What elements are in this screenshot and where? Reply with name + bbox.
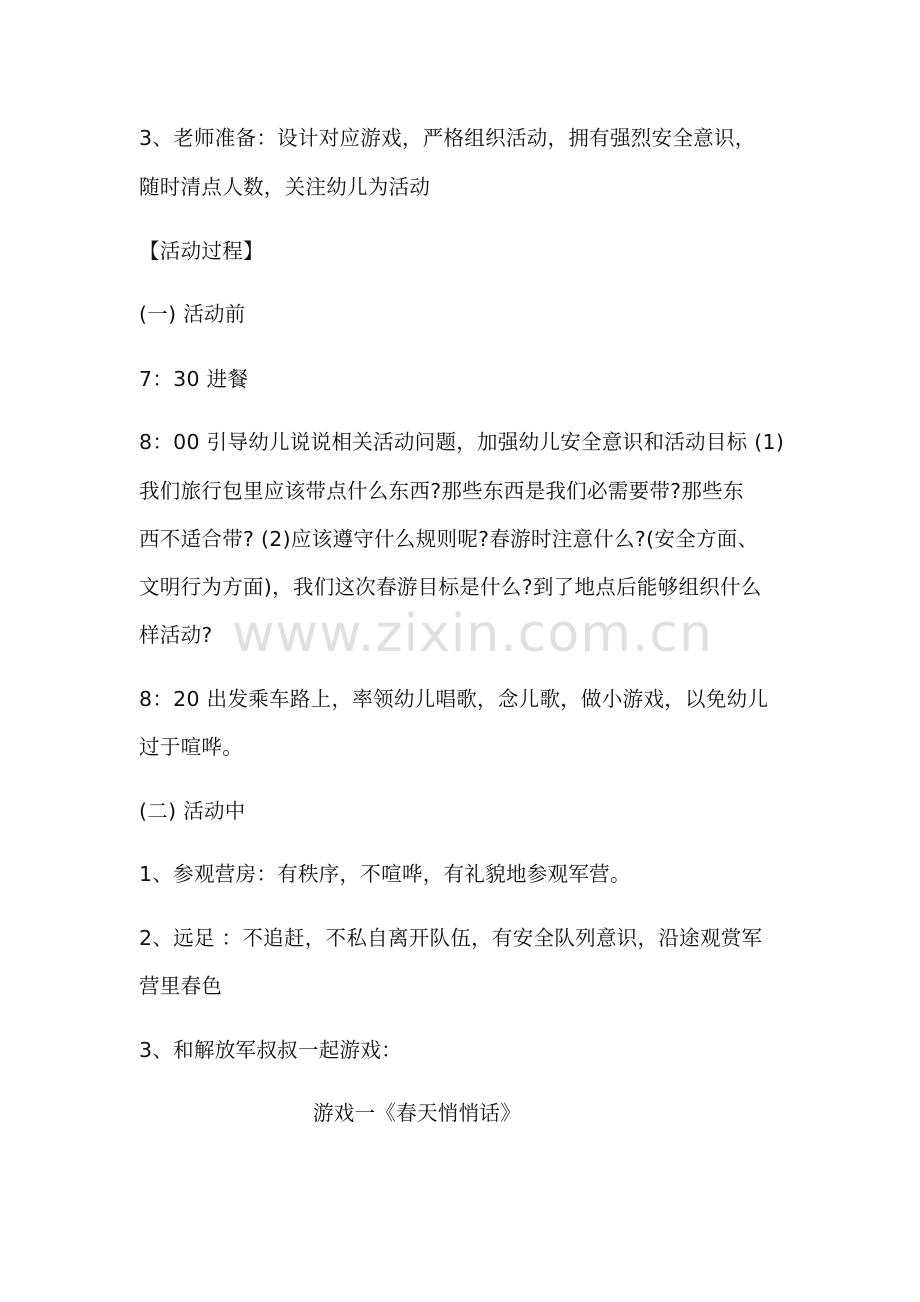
watermark: www.zixin.com.cn [232,604,713,664]
text-line: 3、和解放军叔叔一起游戏： [139,1038,402,1062]
text-line: 文明行为方面)，我们这次春游目标是什么?到了地点后能够组织什么 [139,575,762,599]
text-line: 西不适合带? (2)应该遵守什么规则呢?春游时注意什么?(安全方面、 [139,527,759,551]
subsection-heading: (二) 活动中 [139,799,246,823]
text-line: 3、老师准备：设计对应游戏，严格组织活动，拥有强烈安全意识， [139,126,756,150]
text-line: 营里春色 [139,974,223,998]
game-title: 游戏一《春天悄悄话》 [313,1101,521,1125]
text-line: 随时清点人数，关注幼儿为活动 [139,175,431,199]
text-line: 我们旅行包里应该带点什么东西?那些东西是我们必需要带?那些东 [139,479,744,503]
subsection-heading: (一) 活动前 [139,302,246,326]
text-line: 过于喧哗。 [139,735,243,759]
text-line: 8：20 出发乘车路上，率领幼儿唱歌，念儿歌，做小游戏，以免幼儿 [139,687,769,711]
text-line: 8：00 引导幼儿说说相关活动问题，加强幼儿安全意识和活动目标 (1) [139,430,785,454]
text-line: 1、参观营房：有秩序，不喧哗，有礼貌地参观军营。 [139,862,631,886]
text-line: 2、远足 ：不追赶，不私自离开队伍，有安全队列意识，沿途观赏军 [139,926,763,950]
section-heading: 【活动过程】 [139,239,264,263]
text-line: 样活动? [139,623,213,647]
text-line: 7：30 进餐 [139,367,249,391]
